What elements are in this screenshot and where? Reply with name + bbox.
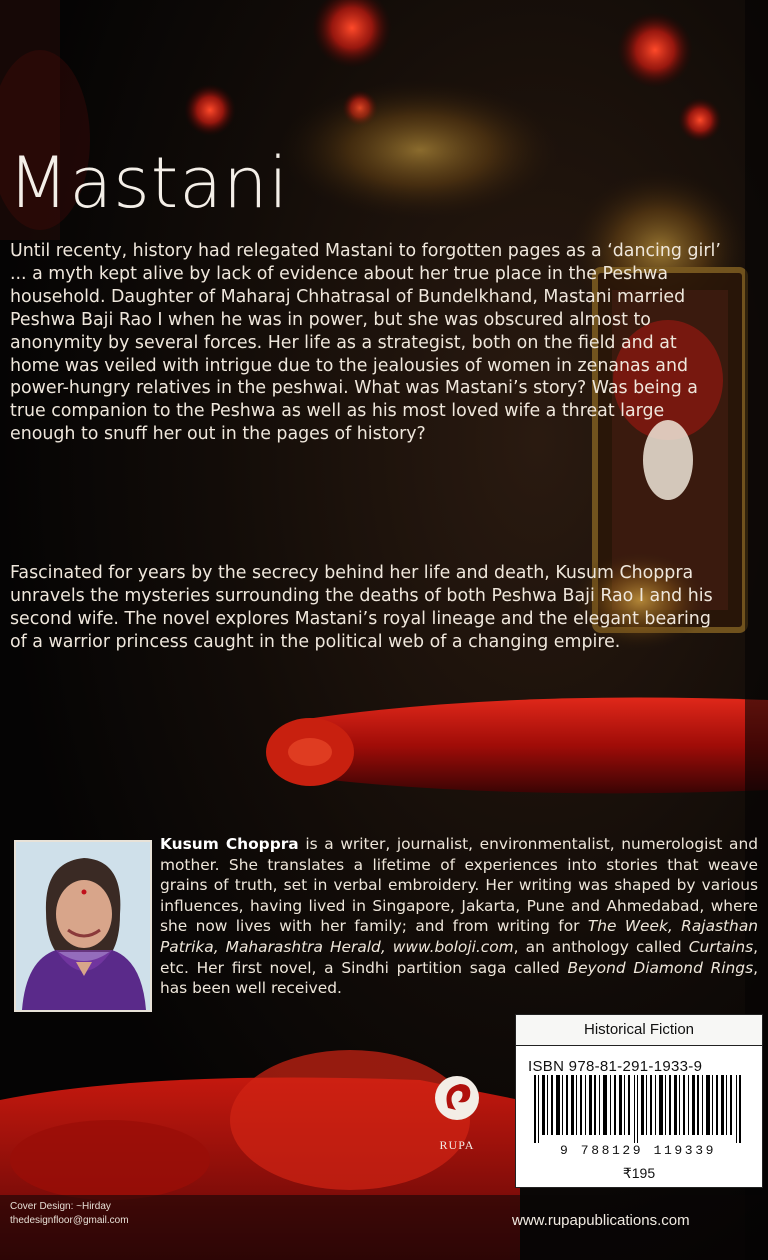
book-title: Mastani (8, 142, 289, 224)
bio-text-1: is a writer, journalist, environmentalist, numerologist and mother. She translates a lifetime of experiences into stories that weave grains of truth, set in verbal embroidery. Her writing was shaped by various influences, having lived in Singapore, Jakarta, Pune and Ahmedabad, where she now lives with her family; and from writing for (160, 835, 758, 936)
bio-novel-title: Beyond Diamond Rings (567, 958, 754, 977)
credit-email: thedesignfloor@gmail.com (10, 1215, 129, 1226)
bio-publications: The Week, Rajasthan Patrika, Maharashtra Herald, www.boloji.com (160, 917, 759, 956)
publisher-website: www.rupapublications.com (512, 1212, 690, 1229)
blurb-paragraph-2: Fascinated for years by the secrecy behind her life and death, Kusum Choppra unravels the mysteries surrounding the deaths of both Peshwa Baji Rao I and his second wife. The novel explores Mastani’s royal lineage and the elegant bearing of a warrior princess caught in the political web of a changing empire. (10, 563, 713, 652)
credit-designer: Cover Design: ~Hirday (10, 1201, 111, 1212)
author-bio (160, 834, 758, 999)
isbn-text: ISBN 978-81-291-1933-9 (528, 1058, 703, 1075)
publisher-name: RUPA (439, 1138, 475, 1152)
rupa-logo-icon (422, 1058, 492, 1138)
bio-text-4: , has been well received. (160, 958, 758, 998)
genre-label: Historical Fiction (516, 1015, 762, 1046)
isbn-box (515, 1014, 763, 1188)
author-name: Kusum Choppra (160, 835, 299, 853)
bio-text-2: , an anthology called (513, 937, 689, 956)
bio-text-3: , etc. Her first novel, a Sindhi partition saga called (160, 937, 758, 977)
price: ₹195 (622, 1165, 656, 1181)
barcode-icon (532, 1075, 744, 1143)
author-photo (14, 840, 152, 1012)
cover-credit (10, 1200, 129, 1228)
blurb-paragraph-1: Until recenty, history had relegated Mastani to forgotten pages as a ‘dancing girl’ ... a myth kept alive by lack of evidence about her true place in the Peshwa household. Daughter of Maharaj Chhatrasal of Bundelkhand, Mastani married Peshwa Baji Rao I when he was in power, but she was obscured almost to anonymity by several forces. Her life as a strategist, both on the field and at home was veiled with intrigue due to the jealousies of women in zenanas and power-hungry relatives in the peshwai. What was Mastani’s story? Was being a true companion to the Peshwa as well as his most loved wife a threat large enough to snuff her out in the pages of history? (10, 241, 721, 445)
barcode-digits: 9 788129 119339 (559, 1143, 717, 1158)
bio-curtains: Curtains (688, 937, 754, 956)
